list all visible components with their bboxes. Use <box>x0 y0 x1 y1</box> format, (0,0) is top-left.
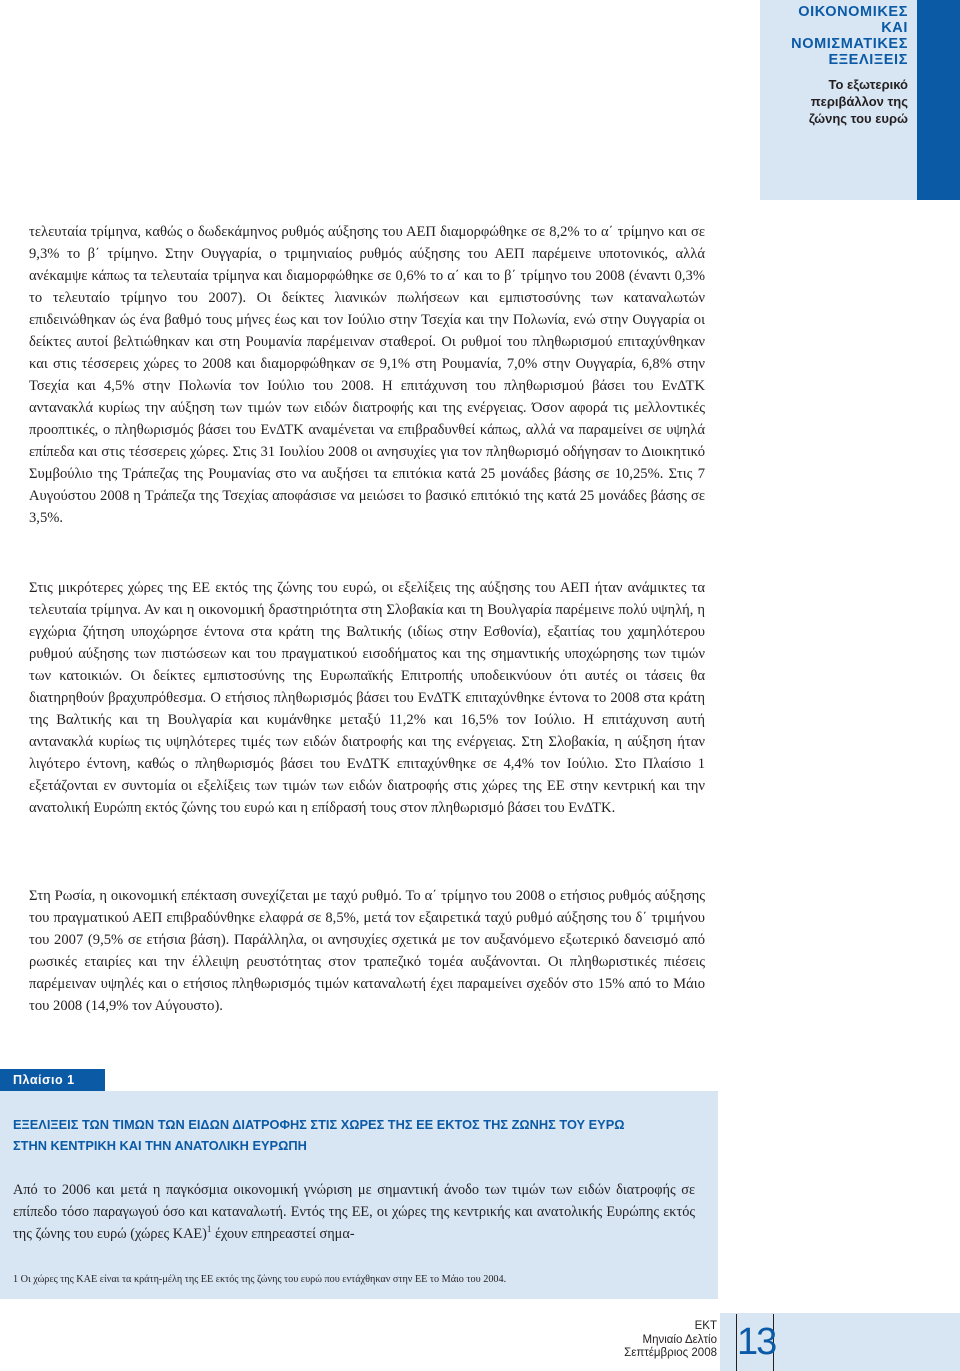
paragraph-russia: Στη Ρωσία, η οικονομική επέκταση συνεχίζεται με ταχύ ρυθμό. Το α΄ τρίμηνο του 2008 ο ετήσιος ρυθμός αύξησης του πραγματικού ΑΕΠ επιβραδύνθηκε ελαφρά σε 8,5%, μετά τον εξαιρετικά ταχύ ρυθμό αύξησης του δ΄ τριμήνου του 2007 (9,5% σε ετήσια βάση). Παράλληλα, οι ανησυχίες σχετικά με τον αυξανόμενο εξωτερικό δανεισμό από ρωσικές εταιρίες και την έλλειψη ρευστότητας στον τραπεζικό τομέα αυξάνονται. Οι πληθωριστικές πιέσεις παρέμειναν υψηλές και ο ετήσιος πληθωρισμός τιμών καταναλωτή έχει παραμείνει σχεδόν στο 15% από το Μάιο του 2008 (14,9% τον Αύγουστο). <box>29 888 705 1014</box>
section-subtitle <box>809 76 908 127</box>
section-title-line: ΚΑΙ ΝΟΜΙΣΜΑΤΙΚΕΣ <box>791 20 908 52</box>
section-subtitle-line: περιβάλλον της <box>810 94 908 109</box>
footnote <box>13 1273 703 1287</box>
box-tab-label: Πλαίσιο 1 <box>0 1069 105 1091</box>
publisher-name: ΕΚΤ <box>694 1320 717 1332</box>
box-heading <box>13 1114 693 1156</box>
box-text-continued: έχουν επηρεαστεί σημα- <box>211 1226 355 1242</box>
paragraph-smaller-eu-countries: Στις μικρότερες χώρες της ΕΕ εκτός της ζώνης του ευρώ, οι εξελίξεις της αύξησης του ΑΕΠ ήταν ανάμικτες τα τελευταία τρίμηνα. Αν και η οικονομική δραστηριότητα στη Σλοβακία και τη Βουλγαρία παρέμεινε πολύ υψηλή, η εγχώρια ζήτηση υποχώρησε έντονα στα κράτη της Βαλτικής (ιδίως στην Εσθονία), εξαιτίας του χαμηλότερου ρυθμού αύξησης των πιστώσεων και του πραγματικού εισοδήματος και της σημαντικής υποχώρησης των τιμών των κατοικιών. Οι δείκτες εμπιστοσύνης της Ευρωπαϊκής Επιτροπής υποδεικνύουν ότι αυτές οι τάσεις θα διατηρηθούν βραχυπρόθεσμα. Ο ετήσιος πληθωρισμός βάσει του ΕνΔΤΚ επιταχύνθηκε έντονα το 2008 στα κράτη της Βαλτικής και τη Βουλγαρία και κυμάνθηκε μεταξύ 11,2% και 16,5% τον Ιούλιο. Η επιτάχυνση αυτή αντανακλά κυρίως τις υψηλότερες τιμές των ειδών διατροφής και της ενέργειας. Στη Σλοβακία, η αύξηση ήταν λιγότερο έντονη, καθώς ο πληθωρισμός βάσει του ΕνΔΤΚ επιταχύνθηκε σε 4,4% τον Ιούλιο. Στο Πλαίσιο 1 εξετάζονται εν συντομία οι εξελίξεις των τιμών των ειδών διατροφής στις χώρες της ΕΕ στην κεντρική και την ανατολική Ευρώπη εκτός ζώνης του ευρώ και η επίδρασή τους στον πληθωρισμό βάσει του ΕνΔΤΚ. <box>29 580 705 816</box>
publication-name: Μηνιαίο Δελτίο <box>642 1333 717 1346</box>
page-number: 13 <box>736 1314 774 1371</box>
section-subtitle-line: Το εξωτερικό <box>828 77 908 92</box>
section-subtitle-line: ζώνης του ευρώ <box>808 111 908 126</box>
section-title <box>760 4 908 68</box>
box-heading-line: ΕΞΕΛΙΞΕΙΣ ΤΩΝ ΤΙΜΩΝ ΤΩΝ ΕΙΔΩΝ ΔΙΑΤΡΟΦΗΣ ΣΤΙΣ ΧΩΡΕΣ ΤΗΣ ΕΕ ΕΚΤΟΣ ΤΗΣ ΖΩΝΗΣ ΤΟΥ ΕΥΡΩ <box>13 1117 625 1132</box>
box-text <box>13 1179 695 1245</box>
issue-date: Σεπτέμβριος 2008 <box>624 1347 717 1359</box>
footnote-number: 1 <box>13 1274 19 1285</box>
publication-info <box>624 1320 717 1361</box>
footnote-text: Οι χώρες της ΚΑΕ είναι τα κράτη-μέλη της ΕΕ εκτός της ζώνης του ευρώ που εντάχθηκαν στην ΕΕ το Μάιο του 2004. <box>18 1274 507 1285</box>
section-title-line: ΟΙΚΟΝΟΜΙΚΕΣ <box>798 4 908 20</box>
edge-strip <box>917 0 960 200</box>
box-heading-line: ΣΤΗΝ ΚΕΝΤΡΙΚΗ ΚΑΙ ΤΗΝ ΑΝΑΤΟΛΙΚΗ ΕΥΡΩΠΗ <box>13 1138 307 1153</box>
paragraph-central-europe: τελευταία τρίμηνα, καθώς ο δωδεκάμηνος ρυθμός αύξησης του ΑΕΠ διαμορφώθηκε σε 8,2% το α΄ τρίμηνο και σε 9,3% το β΄ τρίμηνο. Στην Ουγγαρία, ο τριμηνιαίος ρυθμός αύξησης του ΑΕΠ παρέμεινε υποτονικός, αλλά ανέκαμψε κάπως τα τελευταία τρίμηνα και διαμορφώθηκε σε 0,6% το α΄ και το β΄ τρίμηνο του 2008 (έναντι 0,3% το τελευταίο τρίμηνο του 2007). Οι δείκτες λιανικών πωλήσεων και εμπιστοσύνης των καταναλωτών επιδεινώθηκαν ώς ένα βαθμό τους μήνες έως και τον Ιούλιο στην Τσεχία και την Πολωνία, ενώ στην Ουγγαρία οι δείκτες αυτοί βελτιώθηκαν και στη Ρουμανία παρέμειναν σταθεροί. Οι ρυθμοί του πληθωρισμού επιταχύνθηκαν και στις τέσσερεις χώρες το 2008 και διαμορφώθηκαν σε 9,1% στη Ρουμανία, 7,0% στην Ουγγαρία, 6,8% στην Τσεχία και 4,5% στην Πολωνία τον Ιούλιο του 2008. Η επιτάχυνση του πληθωρισμού βάσει του ΕνΔΤΚ αντανακλά κυρίως την αύξηση των τιμών των ειδών διατροφής και της ενέργειας. Όσον αφορά τις μελλοντικές προοπτικές, ο πληθωρισμός βάσει του ΕνΔΤΚ αναμένεται να επιβραδυνθεί κάπως, αλλά να παραμείνει σε υψηλά επίπεδα και στις τέσσερεις χώρες. Στις 31 Ιουλίου 2008 οι ανησυχίες για τον πληθωρισμό οδήγησαν το Διοικητικό Συμβούλιο της Τράπεζας της Ρουμανίας στο να αυξήσει τα επιτόκια κατά 25 μονάδες βάσης σε 10,25%. Στις 7 Αυγούστου 2008 η Τράπεζα της Τσεχίας αποφάσισε να μειώσει το βασικό επιτόκιό της κατά 25 μονάδες βάσης σε 3,5%. <box>29 224 705 526</box>
box-text-main: Από το 2006 και μετά η παγκόσμια οικονομική γνώριση με σημαντική άνοδο των τιμών των ειδών διατροφής σε επίπεδο τόσο παραγωγού όσο και καταναλωτή. Εντός της ΕΕ, οι χώρες της κεντρικής και ανατολικής Ευρώπης εκτός της ζώνης του ευρώ (χώρες ΚΑΕ) <box>13 1182 695 1242</box>
section-header <box>760 0 960 200</box>
footnote-reference: 1 <box>206 1224 212 1235</box>
section-title-line: ΕΞΕΛΙΞΕΙΣ <box>828 52 908 68</box>
